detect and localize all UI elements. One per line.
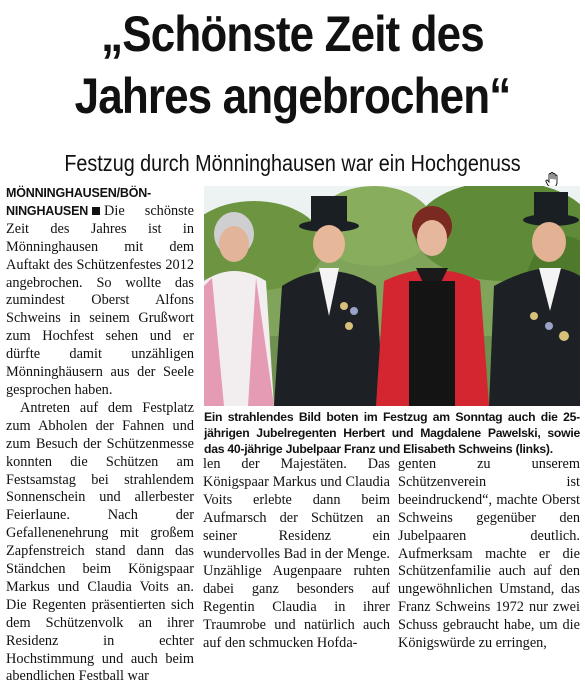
photo-caption: Ein strahlendes Bild boten im Festzug am Sonntag auch die 25-jährigen Jubelregenten Herbert und Magdalene Pawelski, sowie das 40-jährige Jubelpaar Franz und Elisabeth Schweins (links).: [204, 410, 580, 456]
article-column-1: [6, 185, 194, 686]
square-bullet-icon: [92, 207, 100, 215]
article-column-2-text: len der Majestäten. Das Königspaar Markus und Claudia Voits erlebte dann beim Aufmarsch der Schützen an seiner Residenz ein wundervolles Bad in der Menge. Unzählige Augenpaare ruhten dabei ganz besonders auf Regentin Claudia in ihrer Traumrobe und natürlich auch auf den schmucken Hofda-: [203, 456, 391, 652]
article-paragraph-2: Antreten auf dem Festplatz zum Abholen der Fahnen und zum Besuch der Schützenmesse konnten die Schützen am Festsamstag bei strahlendem Sonnenschein und allerbester Feierlaune. Nach der Gefallenenehrung mit großem Zapfenstreich stand dann das Ständchen beim Königspaar Markus und Claudia Voits an. Die Regenten präsentierten sich dem Schützenvolk an ihrer Residenz in echter Hochstimmung und auch beim abendlichen Festball war: [6, 399, 194, 685]
headline-line-1: „Schönste Zeit des: [101, 6, 484, 62]
article-photo: [204, 186, 580, 406]
headline-line-2: Jahres angebrochen“: [74, 68, 511, 124]
article-paragraph-1: Die schönste Zeit des Jahres ist in Mönninghausen mit dem Auftakt des Schützenfestes 2012 angebrochen. So wollte das zumindest Oberst Alfons Schweins in seinem Grußwort zum Hochfest sehen und er dürfte damit unzähligen Mönninghäusern aus der Seele gesprochen haben.: [6, 202, 194, 398]
article-column-2: [203, 456, 390, 653]
subheadline: Festzug durch Mönninghausen war ein Hochgenuss: [64, 150, 521, 176]
article-column-3: [398, 456, 580, 653]
dateline: MÖNNINGHAUSEN/BÖN-NINGHAUSEN: [6, 186, 152, 218]
photo-illustration: [204, 186, 580, 406]
article-column-3-text: genten zu unserem Schützenverein ist beeindruckend“, machte Oberst Schweins gegenüber den Jubelpaaren deutlich. Aufmerksam machte er die Schützenfamilie auch auf den ungewöhnlichen Umstand, das Franz Schweins 1972 nur zwei Schuss gebraucht habe, um die Königswürde zu erringen,: [398, 456, 580, 652]
